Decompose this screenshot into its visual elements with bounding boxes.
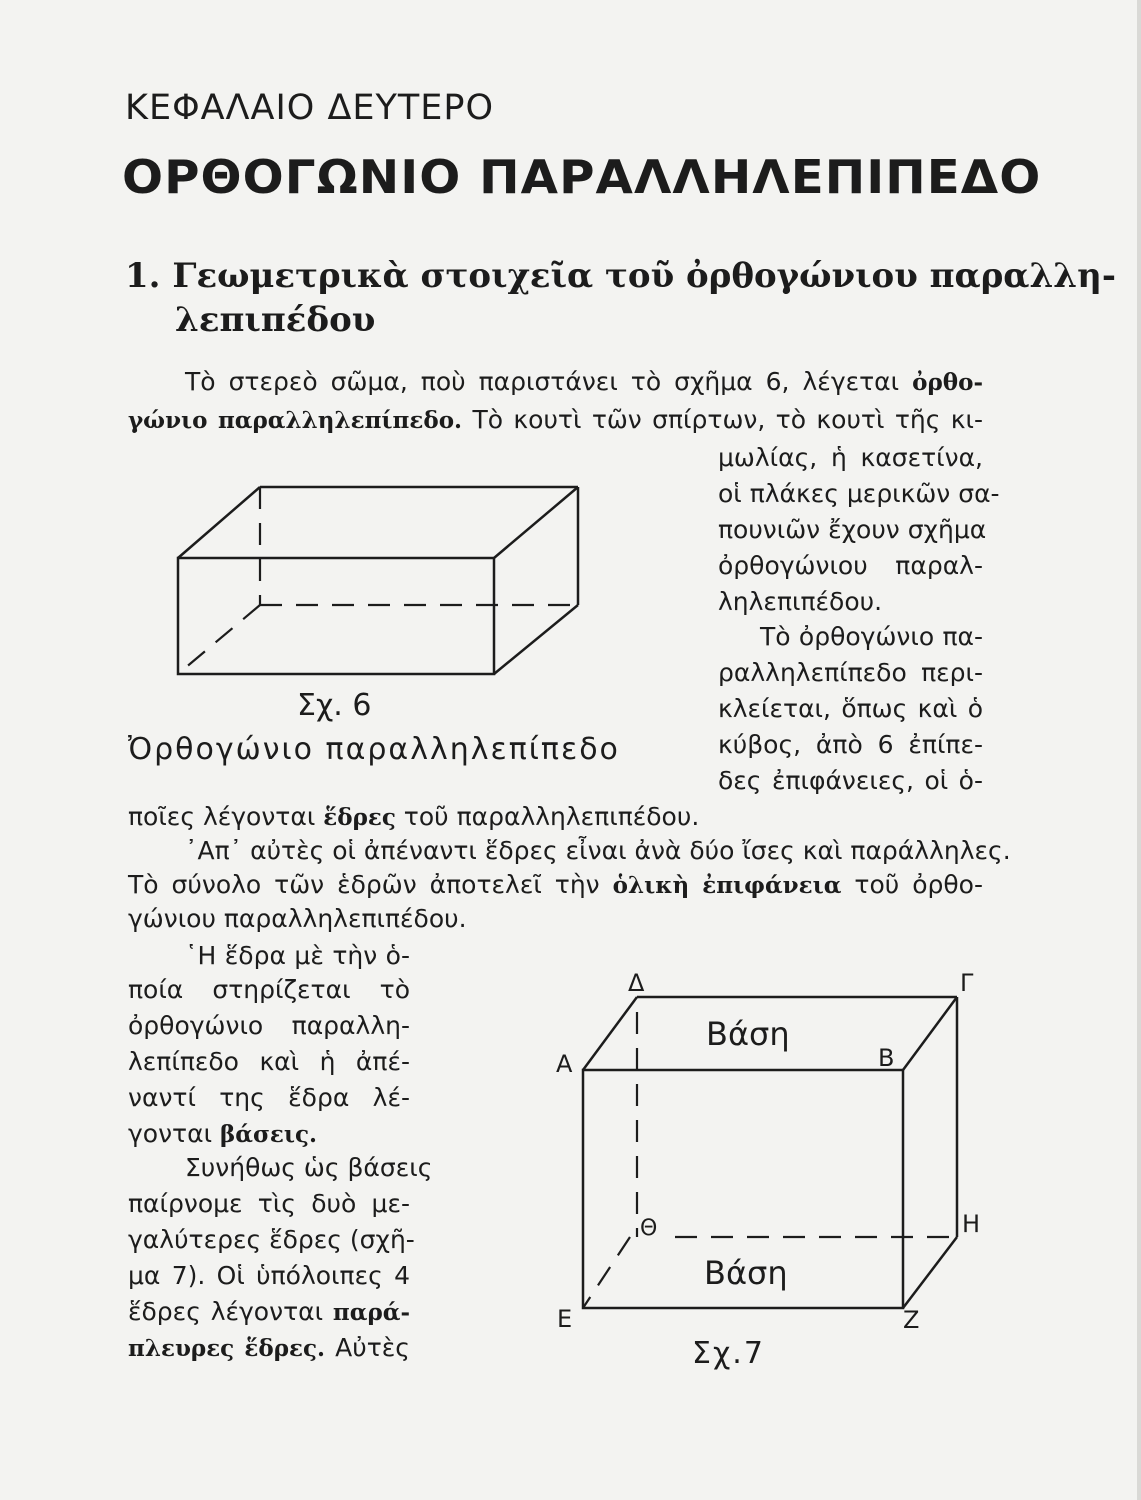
para2-line5: δες ἐπιφάνειες, οἱ ὁ- bbox=[718, 766, 983, 795]
para3-line1: ᾿Απ᾿ αὐτὲς οἱ ἀπέναντι ἕδρες εἶναι ἀνὰ δύο ἴσες καὶ παράλληλες. bbox=[185, 836, 1011, 865]
para2-line1: Τὸ ὀρθογώνιο πα- bbox=[760, 622, 983, 651]
para4-line1: ῾Η ἕδρα μὲ τὴν ὁ- bbox=[185, 941, 410, 970]
fig7-vertex-A: Α bbox=[556, 1050, 573, 1078]
para1-line3: μωλίας, ἡ κασετίνα, bbox=[718, 443, 983, 472]
para4-line4: λεπίπεδο καὶ ἡ ἀπέ- bbox=[128, 1047, 410, 1076]
fig7-vertex-G: Γ bbox=[960, 969, 974, 997]
fig7-vertex-E: Ε bbox=[557, 1305, 573, 1333]
para3-line3: γώνιου παραλληλεπιπέδου. bbox=[128, 904, 467, 933]
para1-line6: ὀρθογώνιου παραλ- bbox=[718, 551, 983, 580]
para5-line3: γαλύτερες ἕδρες (σχῆ- bbox=[128, 1225, 415, 1254]
para1-line7: ληλεπιπέδου. bbox=[718, 587, 883, 616]
figure-6-caption: Σχ. 6 bbox=[297, 688, 372, 723]
fig7-vertex-Th: Θ bbox=[640, 1216, 658, 1241]
para5-line6: πλευρες ἕδρες. Αὐτὲς bbox=[128, 1333, 410, 1362]
para1-line5: πουνιῶν ἔχουν σχῆμα bbox=[718, 515, 987, 544]
fig7-vertex-Z: Ζ bbox=[903, 1306, 920, 1334]
section-title-line1: 1. Γεωμετρικὰ στοιχεῖα τοῦ ὀρθογώνιου παραλλη- bbox=[125, 256, 1116, 296]
chapter-label: ΚΕΦΑΛΑΙΟ ΔΕΥΤΕΡΟ bbox=[125, 88, 495, 128]
fig7-vertex-H: Η bbox=[962, 1210, 981, 1238]
para5-line2: παίρνομε τὶς δυὸ με- bbox=[128, 1189, 410, 1218]
para4-line3: ὀρθογώνιο παραλλη- bbox=[128, 1011, 410, 1040]
fig7-hidden-Th-E bbox=[583, 1237, 630, 1308]
para5-line1: Συνήθως ὡς βάσεις bbox=[185, 1153, 433, 1182]
fig7-edge-A-D bbox=[583, 997, 637, 1070]
fig7-caption: Σχ.7 bbox=[692, 1336, 765, 1371]
section-title-line2: λεπιπέδου bbox=[175, 300, 376, 340]
para5-line5: ἕδρες λέγονται παρά- bbox=[128, 1297, 410, 1326]
para5-line4: μα 7). Οἱ ὑπόλοιπες 4 bbox=[128, 1261, 410, 1290]
para1-line4: οἱ πλάκες μερικῶν σα- bbox=[718, 479, 1000, 508]
para2-line3: κλείεται, ὅπως καὶ ὁ bbox=[718, 694, 983, 723]
chapter-title: ΟΡΘΟΓΩΝΙΟ ΠΑΡΑΛΛΗΛΕΠΙΠΕΔΟ bbox=[122, 150, 1042, 204]
fig7-base-bottom-label: Βάση bbox=[704, 1254, 788, 1292]
figure-6-label: Ὀρθογώνιο παραλληλεπίπεδο bbox=[128, 732, 620, 767]
para4-line5: ναντί της ἕδρα λέ- bbox=[128, 1083, 410, 1112]
para2-line2: ραλληλεπίπεδο περι- bbox=[718, 658, 983, 687]
para3-line2: Τὸ σύνολο τῶν ἑδρῶν ἀποτελεῖ τὴν ὁλικὴ ἐπιφάνεια τοῦ ὀρθο- bbox=[128, 870, 983, 899]
para2-line4: κύβος, ἀπὸ 6 ἐπίπε- bbox=[718, 730, 983, 759]
fig7-edge-H-Z bbox=[903, 1237, 957, 1308]
para2-line6: ποῖες λέγονται ἕδρες τοῦ παραλληλεπιπέδου. bbox=[128, 802, 700, 831]
para4-line2: ποία στηρίζεται τὸ bbox=[128, 975, 410, 1004]
fig7-vertex-D: Δ bbox=[628, 969, 645, 997]
para4-line6: γονται βάσεις. bbox=[128, 1119, 318, 1148]
para1-line2: γώνιο παραλληλεπίπεδο. Τὸ κουτὶ τῶν σπίρτων, τὸ κουτὶ τῆς κι- bbox=[128, 405, 984, 434]
fig7-edge-G-B bbox=[903, 997, 957, 1070]
fig7-base-top-label: Βάση bbox=[706, 1015, 790, 1053]
para1-line1: Τὸ στερεὸ σῶμα, ποὺ παριστάνει τὸ σχῆμα 6, λέγεται ὀρθο- bbox=[185, 367, 983, 396]
fig7-vertex-B: Β bbox=[878, 1044, 895, 1072]
